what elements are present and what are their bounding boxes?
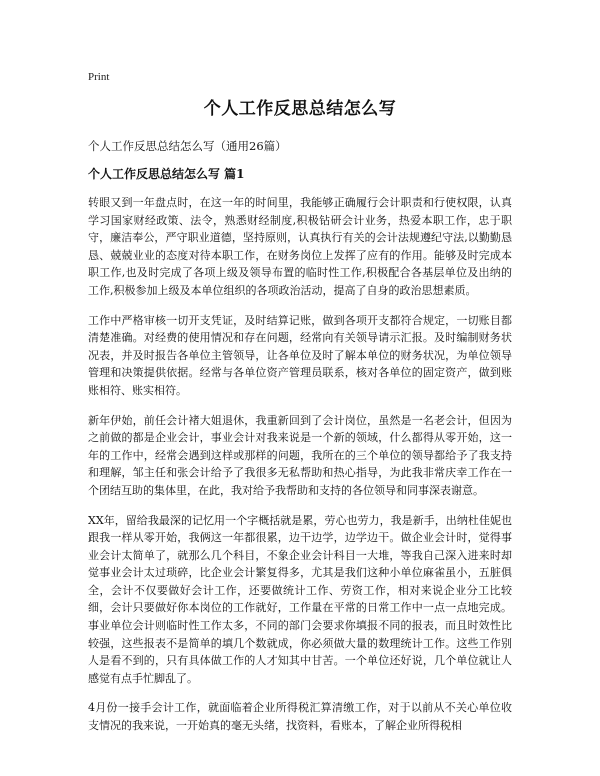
section-heading: 个人工作反思总结怎么写 篇1 [88,167,245,181]
print-label: Print [88,71,110,83]
paragraph-2: 工作中严格审核一切开支凭证，及时结算记账，做到各项开支都符合规定，一切账目都清楚准确。对经费的使用情况和存在问题，经常向有关领导请示汇报。及时编制财务状况表，并及时报告各单位主管领导，让各单位及时了解本单位的财务状况，为单位领导管理和决策提供依据。经常与各单位资产管理员联系，核对各单位的固定资产，做到账账相符、账实相符。 [88,313,512,397]
paragraph-5: 4月份一接手会计工作，就面临着企业所得税汇算清缴工作，对于以前从不关心单位收支情况的我来说，一开始真的毫无头绪，找资料，看账本，了解企业所得税相 [88,701,512,733]
document-subtitle: 个人工作反思总结怎么写（通用26篇） [88,139,287,153]
paragraph-3: 新年伊始，前任会计褚大姐退休，我重新回到了会计岗位，虽然是一名老会计，但因为之前做的都是企业会计，事业会计对我来说是一个新的领域，什么都得从零开始，这一年的工作中，经常会遇到这样或那样的问题，我所在的三个单位的领导都给予了我支持和理解，邹主任和张会计给予了我很多无私帮助和热心指导，为此我非常庆幸工作在一个团结互助的集体里，在此，我对给予我帮助和支持的各位领导和同事深表谢意。 [88,413,512,497]
paragraph-1: 转眼又到一年盘点时，在这一年的时间里，我能够正确履行会计职责和行使权限，认真学习国家财经政策、法令，熟悉财经制度,积极钻研会计业务，热爱本职工作，忠于职守，廉洁奉公，严守职业道德，坚持原则，认真执行有关的会计法规遵纪守法,以勤勤恳恳、兢兢业业的态度对待本职工作，在财务岗位上发挥了应有的作用。能够及时完成本职工作,也及时完成了各项上级及领导布置的临时性工作,积极配合各基层单位及出纳的工作,积极参加上级及本单位组织的各项政治活动，提高了自身的政治思想素质。 [88,196,512,297]
paragraph-4: XX年，留给我最深的记忆用一个字概括就是累，劳心也劳力，我是新手，出纳杜佳妮也跟我一样从零开始，我俩这一年都很累，边干边学，边学边干。做企业会计时，觉得事业会计太简单了，就那么几个科目，不象企业会计科目一大堆，等我自己深入进来时却觉事业会计太过琐碎，比企业会计繁复得多，尤其是我们这种小单位麻雀虽小，五脏俱全，会计不仅要做好会计工作，还要做统计工作、劳资工作，相对来说企业分工比较细，会计只要做好你本岗位的工作就好，工作量在平常的日常工作中一点一点地完成。事业单位会计则临时性工作太多，不同的部门会要求你填报不同的报表，而且时效性比较强，这些报表不是简单的填几个数就成，你必须做大量的数理统计工作。这些工作别人是看不到的，只有具体做工作的人才知其中甘苦。一个单位还好说，几个单位就让人感觉有点手忙脚乱了。 [88,513,512,685]
document-title: 个人工作反思总结怎么写 [203,99,397,119]
